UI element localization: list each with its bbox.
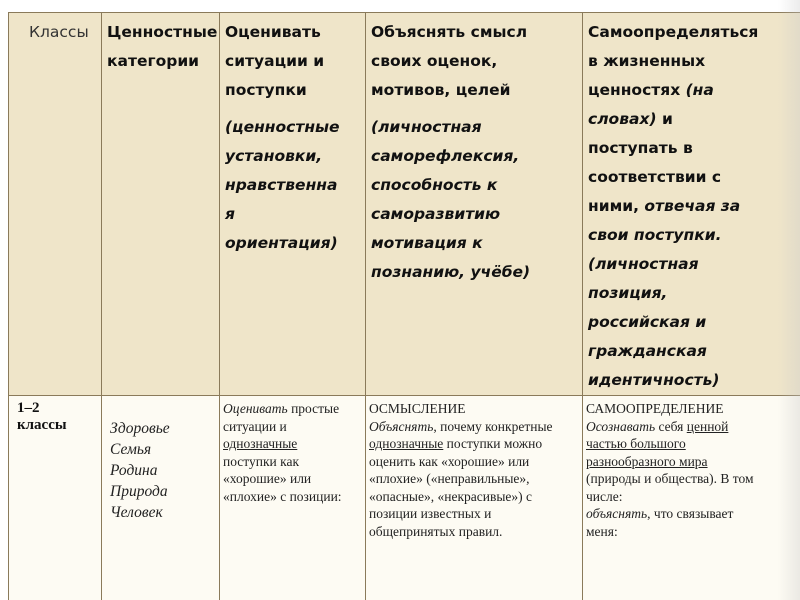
list-item: Природа: [110, 483, 168, 500]
list-item: Родина: [110, 462, 158, 479]
row-assess-text: Оценивать простые ситуации и однозначные поступки как «хорошие» или «плохие» с позиции:: [223, 401, 342, 504]
row-explain-text: ОСМЫСЛЕНИЕ Объяснять, почему конкретные однозначные поступки можно оценить как «хорошие» или «плохие» («неправильные», «опасные», «некрасивые») с позиции известных и общепринятых правил.: [369, 401, 553, 539]
header-cell-classes: [9, 13, 102, 396]
table-row: [9, 396, 800, 600]
row-cell-assess: [220, 396, 366, 600]
row-values-list: [102, 396, 219, 523]
values-table: [8, 12, 800, 600]
row-classes: 1–2 классы: [17, 400, 67, 433]
header-cell-values: [102, 13, 220, 396]
row-cell-self: [583, 396, 800, 600]
header-explain: Объяснять смысл своих оценок, мотивов, целей (личностная саморефлексия, способность к саморазвитию мотивация к познанию, учёбе): [371, 23, 531, 281]
header-assess: Оценивать ситуации и поступки (ценностные установки, нравственна я ориентация): [225, 23, 340, 252]
header-cell-self: [583, 13, 800, 396]
list-item: Здоровье: [110, 420, 170, 437]
header-cell-assess: [220, 13, 366, 396]
header-row: [9, 13, 800, 396]
header-values: Ценностные категории: [107, 23, 218, 70]
row-cell-classes: [9, 396, 102, 600]
row-cell-explain: [366, 396, 583, 600]
list-item: Человек: [110, 504, 163, 521]
header-self: Самоопределяться в жизненных ценностях (на словах) и поступать в соответствии с ними, отвечая за свои поступки. (личностная позиция, российская и гражданская идентичность): [588, 23, 759, 389]
header-classes: Классы: [29, 23, 89, 41]
list-item: Семья: [110, 441, 152, 458]
row-cell-values: [102, 396, 220, 600]
row-self-text: САМООПРЕДЕЛЕНИЕ Осознавать себя ценной частью большого разнообразного мира (природы и общества). В том числе: объяснять, что связывает меня:: [586, 401, 754, 539]
header-cell-explain: [366, 13, 583, 396]
